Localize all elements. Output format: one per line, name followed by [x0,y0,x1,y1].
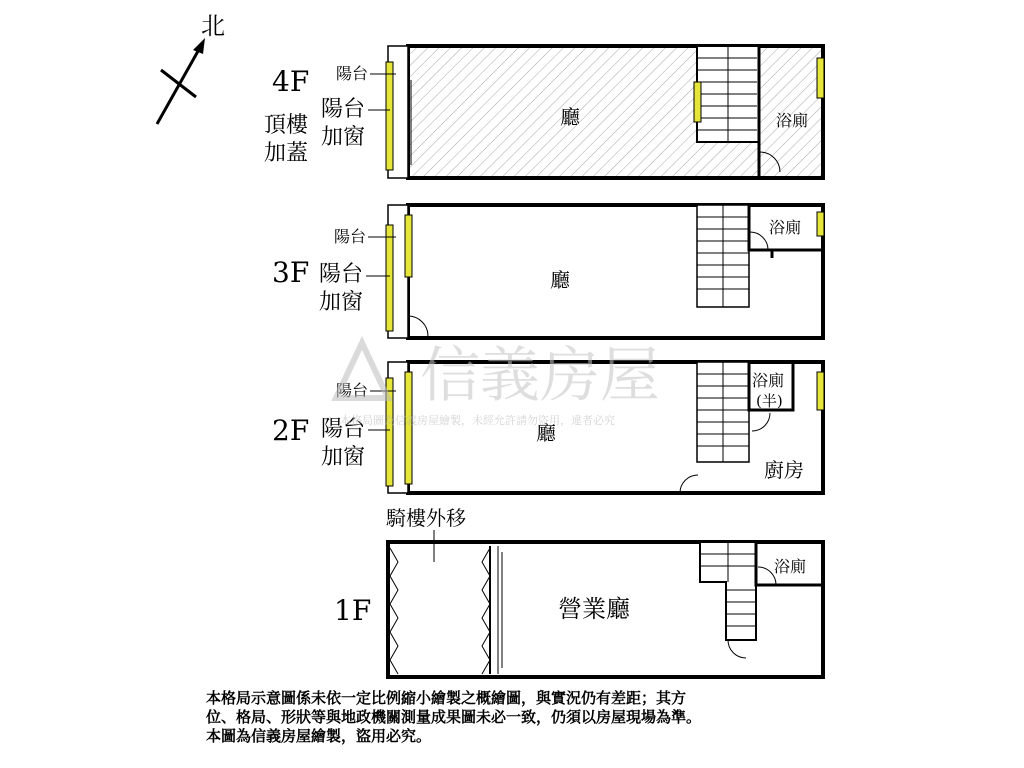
floor-1f-hall: 營業廳 [558,595,630,623]
floor-3f-bath: 浴廁 [769,218,802,237]
floor-3f-outline [408,205,823,338]
floor-4f-hall: 廳 [560,105,580,129]
floor-3f [386,205,824,338]
floor-4f-label: 4F [272,65,310,98]
window-icon [694,82,701,122]
floor-2f-half-bath: (半) [756,392,783,410]
floor-4f-extra-1: 頂樓 [264,113,309,138]
floor-2f-bath: 浴廁 [752,371,785,390]
door-icon [728,640,746,658]
north-arrow-icon [157,38,205,124]
floor-1f-label: 1F [334,594,372,627]
floor-2f-balcony: 陽台 [336,381,369,400]
disclaimer-line-3: 本圖為信義房屋繪製，盜用必究。 [206,727,432,745]
floor-4f-extra-2: 加蓋 [264,141,309,166]
floor-2f-kitchen: 廚房 [764,458,804,482]
watermark-notice: 本格局圖為信義房屋繪製，未經允許請勿盜用，違者必究 [340,414,615,427]
folding-door-icon [482,548,490,674]
floor-3f-hall: 廳 [550,268,570,292]
floor-3f-enclosed-2: 加窗 [319,290,364,315]
window-icon [405,372,412,484]
floor-4f-bath: 浴廁 [776,111,809,130]
watermark [336,341,660,427]
floor-4f-enclosed-1: 陽台 [321,97,366,122]
floor-1f-arcade: 騎樓外移 [386,506,466,530]
door-icon [750,232,768,250]
disclaimer-line-2: 位、格局、形狀等與地政機關測量成果圖未必一致，仍須以房屋現場為準。 [206,708,702,726]
balcony-window-icon [386,62,393,170]
window-icon [817,58,824,98]
floor-2f-label: 2F [272,414,310,447]
window-icon [817,212,824,236]
door-icon [680,475,698,493]
balcony-window-icon [386,225,393,331]
floor-1f-bath: 浴廁 [774,557,807,576]
floor-4f-balcony: 陽台 [336,64,369,83]
window-icon [405,215,412,277]
compass-label: 北 [201,12,225,40]
floor-4f-enclosed-2: 加窗 [321,125,366,150]
door-icon [408,316,428,336]
floor-3f-label: 3F [272,256,310,289]
floor-2f-hall: 廳 [536,421,556,445]
floor-2f-enclosed-1: 陽台 [321,417,366,442]
floor-4f [386,46,824,178]
floor-3f-balcony: 陽台 [334,227,367,246]
folding-door-icon [390,548,398,674]
window-icon [817,372,824,410]
floor-3f-enclosed-1: 陽台 [319,262,364,287]
door-icon [752,413,770,431]
disclaimer-line-1: 本格局示意圖係未依一定比例縮小繪製之概繪圖，與實況仍有差距；其方 [206,689,687,707]
disclaimer [206,689,906,746]
rooftop-addition-area [408,46,823,178]
floor-2f-enclosed-2: 加窗 [321,445,366,470]
watermark-brand: 信義房屋 [420,341,660,411]
